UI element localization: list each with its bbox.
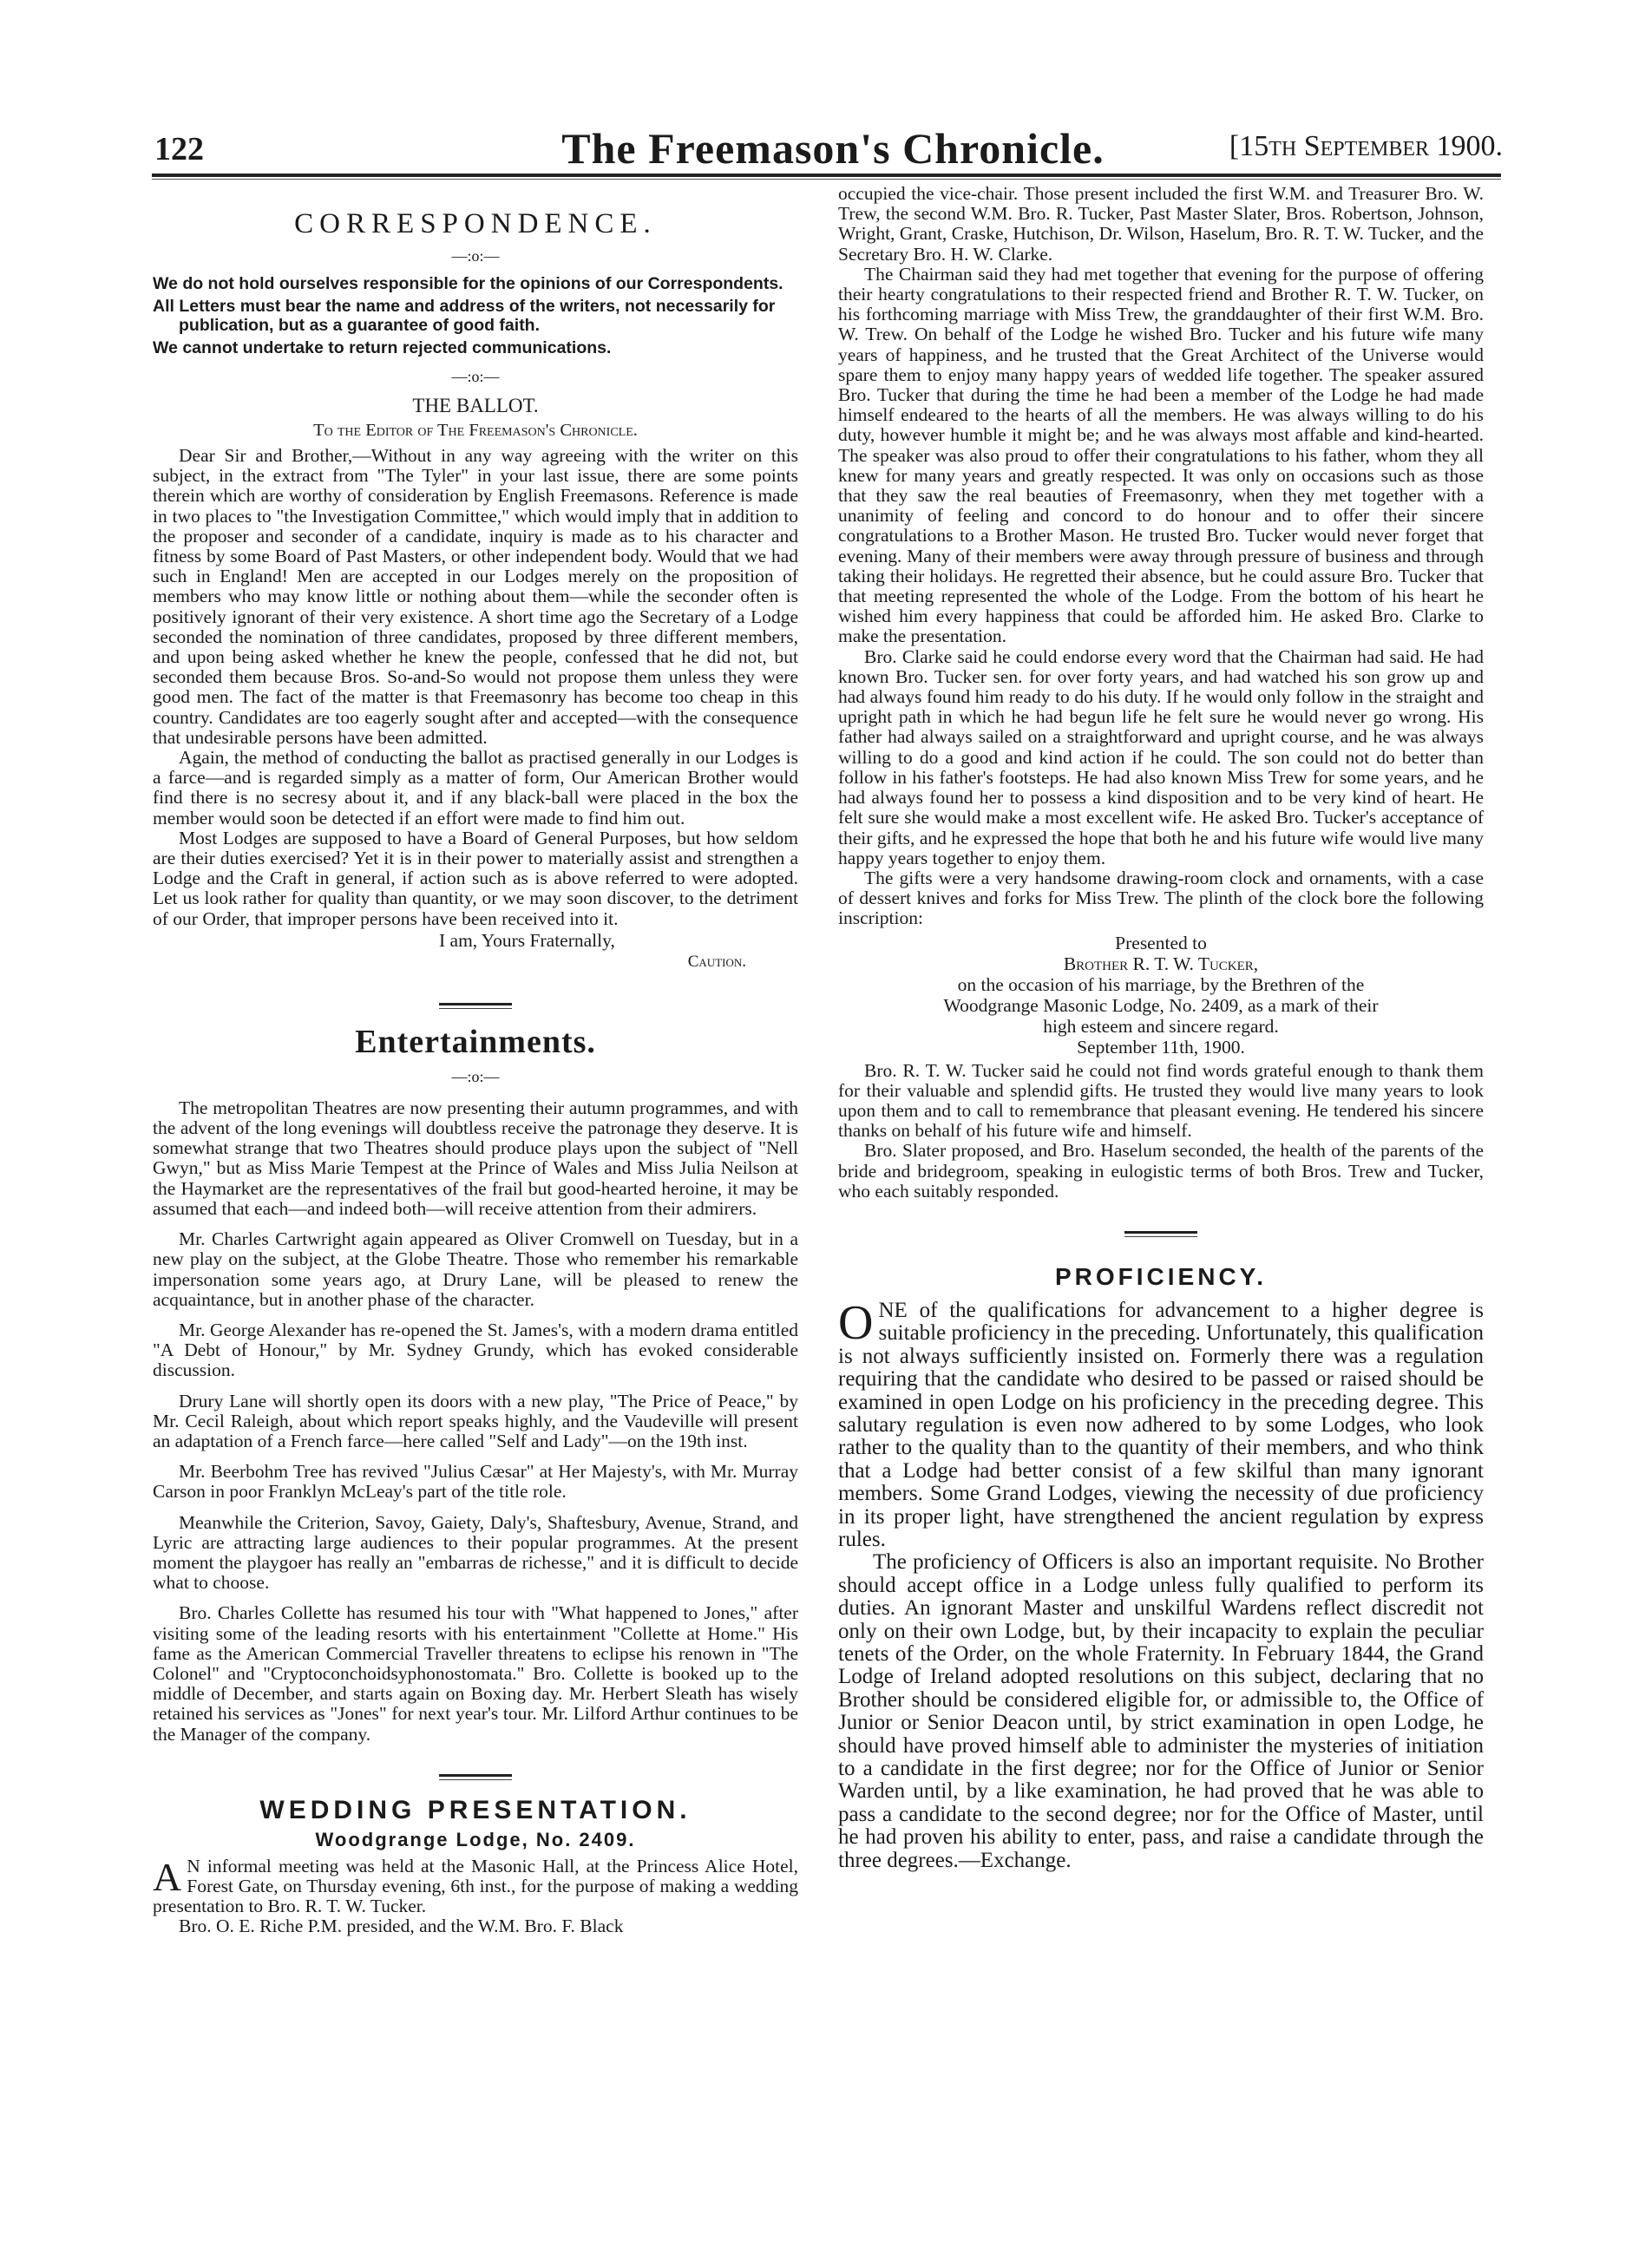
letter-paragraph: Most Lodges are supposed to have a Board of General Purposes, but how seldom are their duties exercised? Yet it is in their power to materially assist and strengthen a Lodge and the Craft in general, if action such as is above referred to were adopted. Let us look rather for quality than quantity, or we may soon discover, to the detriment of our Order, that improper persons have been received into it. [153, 827, 798, 929]
inscription-line: September 11th, 1900. [1077, 1036, 1245, 1058]
inscription-line: Woodgrange Masonic Lodge, No. 2409, as a mark of their [943, 994, 1379, 1016]
entertainments-paragraph: Bro. Charles Collette has resumed his tour with "What happened to Jones," after visiting some of the leading resorts with his entertainment "Collette at Home." His fame as the American Commercial Traveller threatens to eclipse his renown in "The Colonel" and "Cryptoconchoidsyphonostomata." Bro. Collette is booked up to the middle of December, and starts again on Boxing day. Mr. Herbert Sleath has wisely retained his services as "Jones" for next year's tour. Mr. Lilford Arthur continues to be the Manager of the company. [153, 1602, 798, 1745]
header-rule [152, 174, 1501, 177]
separator: —:o:— [451, 1067, 500, 1085]
masthead-title: The Freemason's Chronicle. [561, 124, 1105, 173]
notice-2: All Letters must bear the name and address of the writers, not necessarily for publication, but as a guarantee of good faith. [153, 297, 776, 335]
wedding-subheading: Woodgrange Lodge, No. 2409. [315, 1828, 636, 1850]
inscription-line: on the occasion of his marriage, by the Brethren of the [957, 973, 1365, 995]
wedding-heading: WEDDING PRESENTATION. [259, 1795, 692, 1824]
separator: —:o:— [451, 247, 500, 265]
wedding-paragraph: Bro. R. T. W. Tucker said he could not find words grateful enough to thank them for their valuable and splendid gifts. He trusted they would live many years to look upon them and to call to remembrance that pleasant evening. He tendered his sincere thanks on behalf of his future wife and himself. [838, 1059, 1484, 1142]
notice-3: We cannot undertake to return rejected communications. [153, 338, 612, 357]
entertainments-paragraph: Meanwhile the Criterion, Savoy, Gaiety, Daly's, Shaftesbury, Avenue, Strand, and Lyric are attracting large audiences to their popular programmes. At the present moment the playgoer has really an "embarras de richesse," and it is difficult to decide what to choose. [153, 1511, 798, 1594]
wedding-paragraph: Bro. Slater proposed, and Bro. Haselum seconded, the health of the parents of the bride and bridegroom, speaking in eulogistic terms of both Bros. Trew and Tucker, who each suitably responded. [838, 1140, 1484, 1202]
wedding-paragraph: occupied the vice-chair. Those present included the first W.M. and Treasurer Bro. W. Trew, the second W.M. Bro. R. Tucker, Past Master Slater, Bros. Robertson, Johnson, Wright, Grant, Craske, Hutchison, Dr. Wilson, Haselum, Bro. R. T. W. Tucker, and the Secretary Bro. H. W. Clarke. [838, 183, 1484, 265]
proficiency-paragraph: The proficiency of Officers is also an important requisite. No Brother should accept office in a Lodge unless fully qualified to perform its duties. An ignorant Master and unskilful Wardens reflect discredit not only on their own Lodge, but, by their incapacity to explain the peculiar tenets of the Order, on the whole Fraternity. In February 1844, the Grand Lodge of Ireland adopted resolutions on this subject, declaring that no Brother should be considered eligible for, or admissible to, the Office of Junior or Senior Deacon until, by strict examination in open Lodge, he should have proved himself able to administer the mysteries of initiation to a candidate in the first degree; nor for the Office of Junior or Senior Warden until, by a like examination, he had proved that he was able to pass a candidate to the second degree; nor for the Office of Master, until he had proven his ability to enter, pass, and raise a candidate through the three degrees.—Exchange. [838, 1550, 1484, 1872]
section-rule-thin [1124, 1236, 1197, 1237]
wedding-paragraph: The gifts were a very handsome drawing-room clock and ornaments, with a case of dessert knives and forks for Miss Trew. The plinth of the clock bore the following inscription: [838, 867, 1484, 929]
drop-cap: O [838, 1295, 874, 1350]
section-rule [439, 1774, 512, 1777]
section-rule-thin [439, 1008, 512, 1009]
proficiency-paragraph-text: NE of the qualifications for advancement to a higher degree is suitable proficiency in the preceding. Unfortunately, this qualification is not always sufficiently insisted on. Formerly there was a regulation requiring that the candidate who desired to be passed or raised should be examined in open Lodge on his proficiency in the preceding degree. This salutary regulation is even now adhered to by some Lodges, who look rather to the quality than to the quantity of their members, and who think that a Lodge had better consist of a few skilful than many ignorant members. Some Grand Lodges, viewing the necessity of due proficiency in its proper light, have strengthened the ancient regulation by express rules. [838, 1298, 1484, 1551]
entertainments-paragraph: Mr. George Alexander has re-opened the St. James's, with a modern drama entitled "A Debt of Honour," by Mr. Sydney Grundy, which has evoked considerable discussion. [153, 1319, 798, 1381]
entertainments-paragraph: Mr. Beerbohm Tree has revived "Julius Cæsar" at Her Majesty's, with Mr. Murray Carson in poor Franklyn McLeay's part of the title role. [153, 1461, 798, 1503]
section-rule [439, 1003, 512, 1005]
wedding-paragraph: Bro. O. E. Riche P.M. presided, and the W.M. Bro. F. Black [179, 1916, 624, 1937]
correspondence-heading: CORRESPONDENCE. [294, 208, 657, 239]
section-rule-thin [439, 1779, 512, 1780]
wedding-paragraph-text: N informal meeting was held at the Masonic Hall, at the Princess Alice Hotel, Forest Gate, on Thursday evening, 6th inst., for the purpose of making a wedding presentation to Bro. R. T. W. Tucker. [153, 1855, 798, 1917]
letter-title: THE BALLOT. [412, 395, 539, 416]
drop-cap: A [153, 1854, 182, 1899]
separator: —:o:— [451, 368, 500, 385]
entertainments-paragraph: Mr. Charles Cartwright again appeared as Oliver Cromwell on Tuesday, but in a new play on the subject, at the Globe Theatre. Those who remember his remarkable impersonation some years ago, at Drury Lane, will be pleased to renew the acquaintance, but in another phase of the character. [153, 1228, 798, 1310]
wedding-paragraph: The Chairman said they had met together that evening for the purpose of offering their hearty congratulations to their respected friend and Brother R. T. W. Tucker, on his forthcoming marriage with Miss Trew, the granddaughter of their first W.M. Bro. W. Trew. On behalf of the Lodge he wished Bro. Tucker and his future wife many years of happiness, and he trusted that the Great Architect of the Universe would spare them to enjoy many happy years of wedded life together. The speaker assured Bro. Tucker that during the time he had been a member of the Lodge he had made himself endeared to the hearts of all the members. He was always willing to do his duty, however humble it might be; and he was always most affable and kind-hearted. The speaker was also proud to offer their congratulations to his father, whom they all knew for many years and greatly respected. It was only on occasions such as those that they saw the real beauties of Freemasonry, when they met together with a unanimity of feeling and concord to do honour and to offer their sincere congratulations to a Brother Mason. He trusted Bro. Tucker would never forget that evening. Many of their members were away through pressure of business and through taking their holidays. He regretted their absence, but he could assure Bro. Tucker that that meeting represented the whole of the Lodge. From the bottom of his heart he wished him every happiness that could be afforded him. He asked Bro. Clarke to make the presentation. [838, 263, 1484, 647]
left-column [153, 184, 798, 1937]
proficiency-paragraph [838, 1295, 1484, 1551]
inscription [838, 933, 1484, 1058]
entertainments-heading: Entertainments. [355, 1023, 596, 1060]
entertainments-paragraph: The metropolitan Theatres are now presenting their autumn programmes, and with the advent of the long evenings will doubtless receive the patronage they deserve. It is somewhat strange that two Theatres should produce plays upon the subject of "Nell Gwyn," but as Miss Marie Tempest at the Prince of Wales and Miss Julia Neilson at the Haymarket are the representatives of the frail but good-hearted heroine, it may be assumed that each—and indeed both—will receive attention from their admirers. [153, 1097, 798, 1219]
section-rule [1124, 1231, 1197, 1234]
wedding-paragraph: Bro. Clarke said he could endorse every word that the Chairman had said. He had known Bro. Tucker sen. for over forty years, and had watched his son grow up and had always found him ready to do his duty. If he would only follow in the straight and upright path in which he had begun life he felt sure he would never go wrong. His father had always sailed on a straightforward and upright course, and he was always willing to do a good and kind action if he could. The son could not do better than follow in his father's footsteps. He had also known Miss Trew for some years, and he had always found her to possess a kind disposition and to be very kind of heart. He felt sure she would make a most excellent wife. He asked Bro. Tucker's acceptance of their gifts, and he expressed the hope that both he and his future wife would live many happy years together to enjoy them. [838, 645, 1484, 868]
header-rule-thin [152, 179, 1501, 180]
letter-paragraph: Dear Sir and Brother,—Without in any way agreeing with the writer on this subject, in the extract from "The Tyler" in your last issue, there are some points therein which are worthy of consideration by English Freemasons. Reference is made in two places to "the Investigation Committee," which would imply that in addition to the proposer and seconder of a candidate, inquiry is made as to his character and fitness by some Board of Past Masters, or other independent body. Would that we had such in England! Men are accepted in our Lodges merely on the proposition of members who may know little or nothing about them—while the seconder often is positively ignorant of their very existence. A short time ago the Secretary of a Lodge seconded the nomination of three candidates, proposed by three different members, and upon being asked whether he knew the people, confessed that he did not, but seconded them because Bros. So-and-So would not propose them unless they were good men. The fact of the matter is that Freemasonry has become too cheap in this country. Candidates are too eagerly sought after and accepted—with the consequence that undesirable persons have been admitted. [153, 445, 798, 748]
letter-addressee: To the Editor of The Freemason's Chronicle. [313, 421, 638, 440]
right-column [838, 184, 1484, 1872]
inscription-line: Brother R. T. W. Tucker, [1063, 953, 1259, 974]
letter-signature: Caution. [687, 952, 746, 971]
notice-1: We do not hold ourselves responsible for the opinions of our Correspondents. [153, 274, 783, 293]
issue-date: [15th September 1900. [1229, 130, 1503, 162]
inscription-line: Presented to [1115, 932, 1207, 953]
proficiency-heading: PROFICIENCY. [1054, 1262, 1268, 1290]
letter-paragraph: Again, the method of conducting the ballot as practised generally in our Lodges is a farce—and is regarded simply as a matter of form, Our American Brother would find there is no secresy about it, and if any black-ball were placed in the box the member would soon be detected if an effort were made to find him out. [153, 747, 798, 829]
letter-closing: I am, Yours Fraternally, [439, 929, 615, 951]
page-number: 122 [154, 131, 204, 167]
inscription-line: high esteem and sincere regard. [1043, 1015, 1279, 1037]
wedding-paragraph [153, 1854, 798, 1917]
entertainments-paragraph: Drury Lane will shortly open its doors with a new play, "The Price of Peace," by Mr. Cecil Raleigh, about which report speaks highly, and the Vaudeville will present an adaptation of a French farce—here called "Self and Lady"—on the 19th inst. [153, 1390, 798, 1451]
